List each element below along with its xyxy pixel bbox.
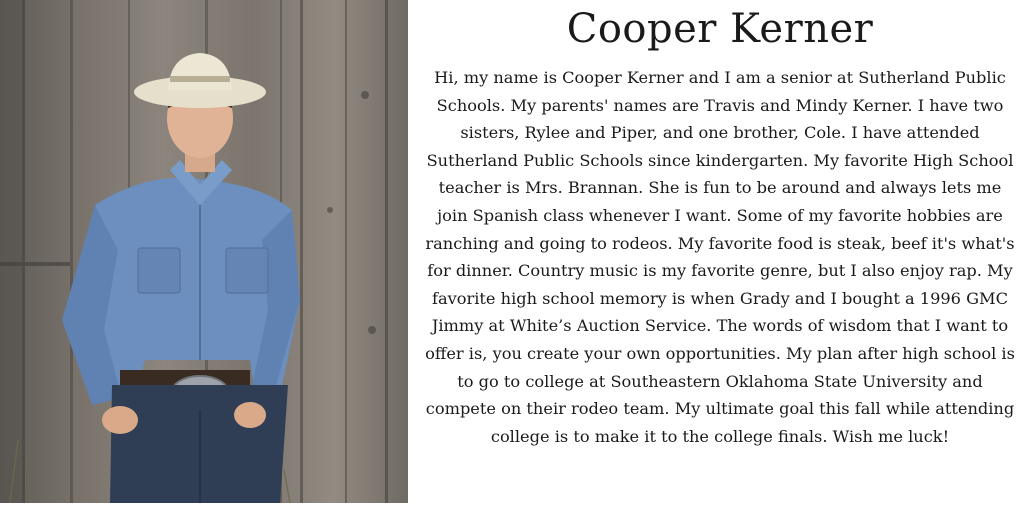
senior-portrait-photo [0,0,408,503]
bio-panel [418,0,1022,512]
student-name-heading: Cooper Kerner [566,6,874,52]
person [62,53,300,503]
portrait-illustration [0,0,408,503]
bio-paragraph: Hi, my name is Cooper Kerner and I am a senior at Sutherland Public Schools. My parents' names are Travis and Mindy Kerner. I have two sisters, Rylee and Piper, and one brother, Cole. I have attended Sutherland Public Schools since kindergarten. My favorite High School teacher is Mrs. Brannan. She is fun to be around and always lets me join Spanish class whenever I want. Some of my favorite hobbies are ranching and going to rodeos. My favorite food is steak, beef it's what's for dinner. Country music is my favorite genre, but I also enjoy rap. My favorite high school memory is when Grady and I bought a 1996 GMC Jimmy at White’s Auction Service. The words of wisdom that I want to offer is, you create your own opportunities. My plan after high school is to go to college at Southeastern Oklahoma State University and compete on their rodeo team. My ultimate goal this fall while attending college is to make it to the college finals. Wish me luck! [425,68,1015,446]
